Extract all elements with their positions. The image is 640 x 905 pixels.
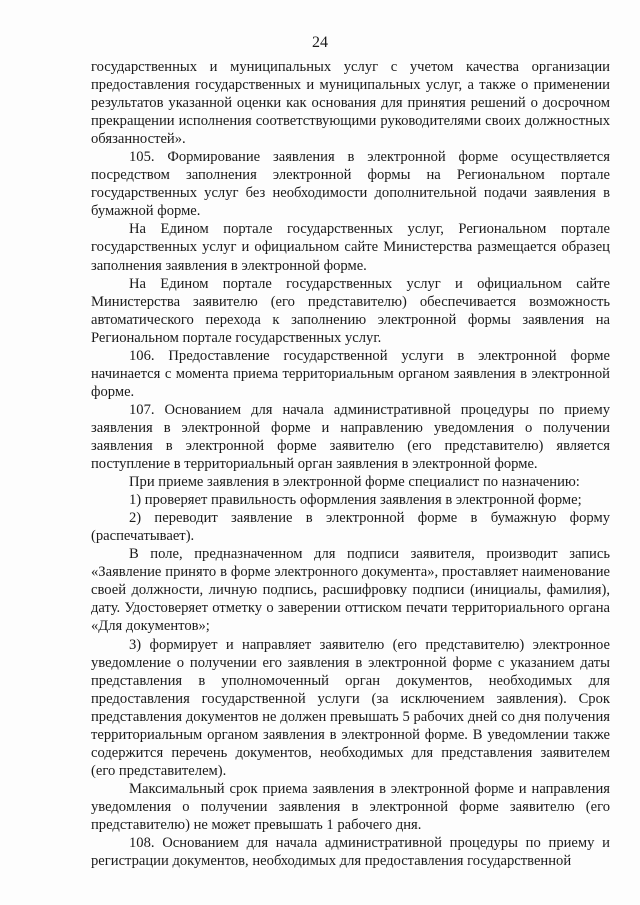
document-body bbox=[91, 58, 610, 870]
page-number: 24 bbox=[312, 34, 328, 51]
paragraph-105: 105. Формирование заявления в электронной форме осуществляется посредством заполнения электронной формы на Региональном портале государственных услуг без необходимости дополнительной подачи заявления в бумажной форме. bbox=[91, 149, 610, 220]
paragraph-continuation: государственных и муниципальных услуг с учетом качества организации предоставления государственных и муниципальных услуг, а также о применении результатов указанной оценки как основания для принятия решений о досрочном прекращении исполнения соответствующими руководителями своих должностных обязанностей». bbox=[91, 59, 610, 148]
paragraph-106: 106. Предоставление государственной услуги в электронной форме начинается с момента приема территориальным органом заявления в электронной форме. bbox=[91, 347, 610, 400]
paragraph-auto-transition: На Едином портале государственных услуг и официальном сайте Министерства заявителю (его представителю) обеспечивается возможность автоматического перехода к заполнению электронной формы заявления на Региональном портале государственных услуг. bbox=[91, 275, 610, 346]
paragraph-max-term: Максимальный срок приема заявления в электронной форме и направления уведомления о получении заявления в электронной форме заявителю (его представителю) не может превышать 1 рабочего дня. bbox=[91, 780, 610, 833]
paragraph-item-2: 2) переводит заявление в электронной форме в бумажную форму (распечатывает). bbox=[91, 510, 610, 545]
paragraph-signature-field: В поле, предназначенном для подписи заявителя, производит запись «Заявление принято в форме электронного документа», проставляет наименование своей должности, личную подпись, расшифровку подписи (инициалы, фамилия), дату. Удостоверяет отметку о заверении оттиском печати территориального органа «Для документов»; bbox=[91, 546, 610, 635]
paragraph-108: 108. Основанием для начала административной процедуры по приему и регистрации документов, необходимых для предоставления государственной bbox=[91, 835, 610, 870]
paragraph-107: 107. Основанием для начала административной процедуры по приему заявления в электронной форме и направлению уведомления о получении заявления в электронной форме заявителю (его представителю) является поступление в территориальный орган заявления в электронной форме. bbox=[91, 401, 610, 473]
paragraph-item-1: 1) проверяет правильность оформления заявления в электронной форме; bbox=[129, 492, 582, 509]
paragraph-specialist-duties: При приеме заявления в электронной форме специалист по назначению: bbox=[129, 474, 580, 491]
paragraph-sample-form: На Едином портале государственных услуг, Региональном портале государственных услуг и официальном сайте Министерства размещается образец заполнения заявления в электронной форме. bbox=[91, 221, 610, 274]
paragraph-item-3: 3) формирует и направляет заявителю (его представителю) электронное уведомление о получении его заявления в электронной форме с указанием даты представления в уполномоченный орган документов, необходимых для предоставления государственной услуги (за исключением заявления). Срок представления документов не должен превышать 5 рабочих дней со дня получения территориальным органом заявления в электронной форме. В уведомлении также содержится перечень документов, необходимых для представления заявителем (его представителем). bbox=[91, 636, 610, 779]
